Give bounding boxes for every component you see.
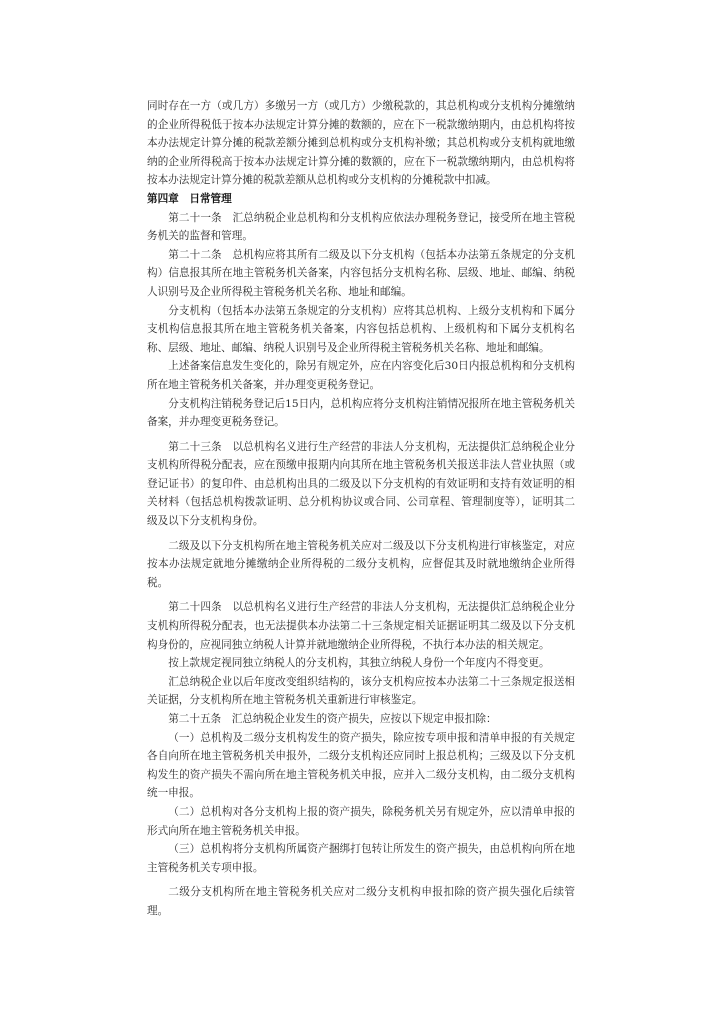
paragraph: 分支机构注销税务登记后15日内，总机构应将分支机构注销情况报所在地主管税务机关备案，并办理变更税务登记。 xyxy=(147,397,575,429)
article-21: 第二十一条 汇总纳税企业总机构和分支机构应依法办理税务登记，接受所在地主管税务机关的监督和管理。 xyxy=(147,211,575,243)
paragraph: 按上款规定视同独立纳税人的分支机构，其独立纳税人身份一个年度内不得变更。 xyxy=(168,657,550,670)
article-25: 第二十五条 汇总纳税企业发生的资产损失，应按以下规定申报扣除： xyxy=(168,713,497,725)
chapter-heading: 第四章 日常管理 xyxy=(147,192,232,205)
paragraph: 分支机构（包括本办法第五条规定的分支机构）应将其总机构、上级分支机构和下属分支机构信息报其所在地主管税务机关备案，内容包括总机构、上级机构和下属分支机构名称、层级、地址、邮编、纳税人识别号及企业所得税主管税务机关名称、地址和邮编。 xyxy=(147,304,575,354)
document-body xyxy=(147,97,575,921)
article-24: 第二十四条 以总机构名义进行生产经营的非法人分支机构，无法提供汇总纳税企业分支机构所得税分配表，也无法提供本办法第二十三条规定相关证据证明其二级及以下分支机构身份的，应视同独立纳税人计算并就地缴纳企业所得税，不执行本办法的相关规定。 xyxy=(147,601,575,651)
paragraph: 二级及以下分支机构所在地主管税务机关应对二级及以下分支机构进行审核鉴定，对应按本办法规定就地分摊缴纳企业所得税的二级分支机构，应督促其及时就地缴纳企业所得税。 xyxy=(147,539,575,589)
paragraph: 上述备案信息发生变化的，除另有规定外，应在内容变化后30日内报总机构和分支机构所在地主管税务机关备案，并办理变更税务登记。 xyxy=(147,360,575,391)
paragraph: 汇总纳税企业以后年度改变组织结构的，该分支机构应按本办法第二十三条规定报送相关证据，分支机构所在地主管税务机关重新进行审核鉴定。 xyxy=(147,675,575,707)
list-item: （三）总机构将分支机构所属资产捆绑打包转让所发生的资产损失，由总机构向所在地主管税务机关专项申报。 xyxy=(147,843,575,874)
article-23: 第二十三条 以总机构名义进行生产经营的非法人分支机构，无法提供汇总纳税企业分支机构所得税分配表，应在预缴申报期内向其所在地主管税务机关报送非法人营业执照（或登记证书）的复印件、由总机构出具的二级及以下分支机构的有效证明和支持有效证明的相关材料（包括总机构拨款证明、总分机构协议或合同、公司章程、管理制度等），证明其二级及以下分支机构身份。 xyxy=(147,440,575,528)
paragraph: 二级分支机构所在地主管税务机关应对二级分支机构申报扣除的资产损失强化后续管理。 xyxy=(147,886,575,917)
paragraph: 同时存在一方（或几方）多缴另一方（或几方）少缴税款的，其总机构或分支机构分摊缴纳的企业所得税低于按本办法规定计算分摊的数额的，应在下一税款缴纳期内，由总机构将按本办法规定计算分摊的税款差额分摊到总机构或分支机构补缴；其总机构或分支机构就地缴纳的企业所得税高于按本办法规定计算分摊的数额的，应在下一税款缴纳期内，由总机构将按本办法规定计算分摊的税款差额从总机构或分支机构的分摊税款中扣减。 xyxy=(147,100,575,187)
list-item: （二）总机构对各分支机构上报的资产损失，除税务机关另有规定外，应以清单申报的形式向所在地主管税务机关申报。 xyxy=(147,805,575,837)
article-22: 第二十二条 总机构应将其所有二级及以下分支机构（包括本办法第五条规定的分支机构）信息报其所在地主管税务机关备案，内容包括分支机构名称、层级、地址、邮编、纳税人识别号及企业所得税主管税务机关名称、地址和邮编。 xyxy=(147,248,575,298)
list-item: （一）总机构及二级分支机构发生的资产损失，除应按专项申报和清单申报的有关规定各自向所在地主管税务机关申报外，二级分支机构还应同时上报总机构；三级及以下分支机构发生的资产损失不需向所在地主管税务机关申报，应并入二级分支机构，由二级分支机构统一申报。 xyxy=(147,731,575,800)
